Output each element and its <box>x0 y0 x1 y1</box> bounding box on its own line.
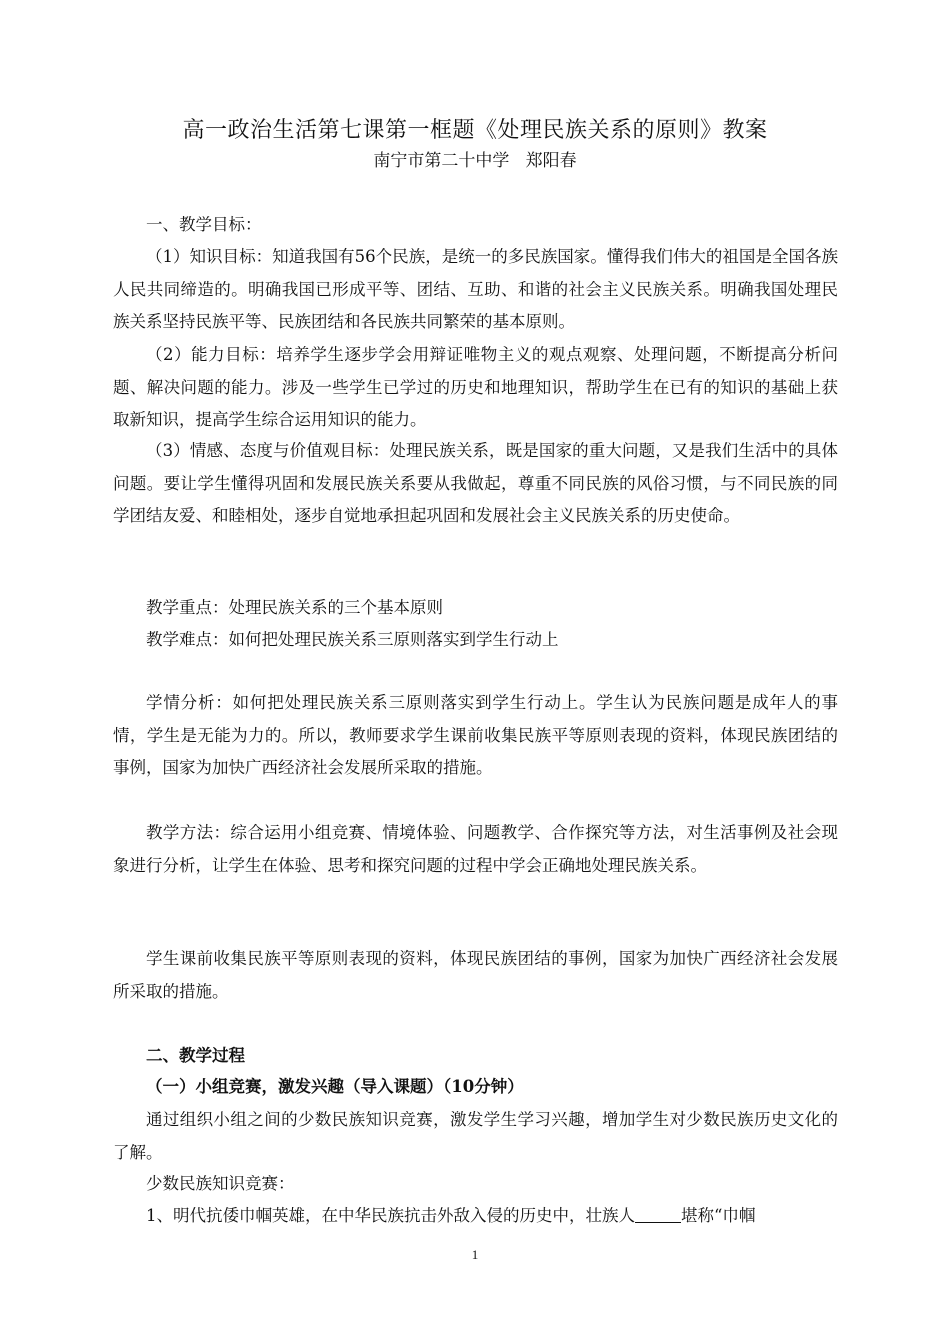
quiz-heading: 少数民族知识竞赛： <box>146 1174 295 1193</box>
teaching-method: 教学方法：综合运用小组竞赛、情境体验、问题教学、合作探究等方法，对生活事例及社会现象进行分析，让学生在体验、思考和探究问题的过程中学会正确地处理民族关系。 <box>113 823 838 875</box>
objective-emotion: （3）情感、态度与价值观目标：处理民族关系，既是国家的重大问题，又是我们生活中的具体问题。要让学生懂得巩固和发展民族关系要从我做起，尊重不同民族的风俗习惯，与不同民族的同学团结友爱、和睦相处，逐步自觉地承担起巩固和发展社会主义民族关系的历史使命。 <box>113 441 838 525</box>
quiz-q1-text: 1、明代抗倭巾帼英雄，在中华民族抗击外敌入侵的历史中，壮族人 <box>146 1206 635 1225</box>
preparation: 学生课前收集民族平等原则表现的资料，体现民族团结的事例，国家为加快广西经济社会发展所采取的措施。 <box>113 949 838 1001</box>
page-number: 1 <box>471 1247 479 1262</box>
quiz-q1-text-after: 堪称“巾帼 <box>681 1206 756 1225</box>
quiz-question-1 <box>113 1200 838 1233</box>
section-heading-process: 二、教学过程 <box>146 1046 245 1065</box>
objective-knowledge: （1）知识目标：知道我国有56个民族，是统一的多民族国家。懂得我们伟大的祖国是全国各族人民共同缔造的。明确我国已形成平等、团结、互助、和谐的社会主义民族关系。明确我国处理民族关系坚持民族平等、民族团结和各民族共同繁荣的基本原则。 <box>113 247 838 331</box>
key-point: 教学重点：处理民族关系的三个基本原则 <box>146 598 443 617</box>
step1-heading: （一）小组竞赛，激发兴趣（导入课题）（10分钟） <box>146 1077 524 1096</box>
learner-analysis: 学情分析：如何把处理民族关系三原则落实到学生行动上。学生认为民族问题是成年人的事情，学生是无能为力的。所以，教师要求学生课前收集民族平等原则表现的资料，体现民族团结的事例，国家为加快广西经济社会发展所采取的措施。 <box>113 693 838 777</box>
step1-text: 通过组织小组之间的少数民族知识竞赛，激发学生学习兴趣，增加学生对少数民族历史文化的了解。 <box>113 1110 838 1162</box>
section-heading-objectives: 一、教学目标： <box>146 215 262 234</box>
document-title: 高一政治生活第七课第一框题《处理民族关系的原则》教案 <box>182 118 768 143</box>
answer-blank <box>635 1204 681 1223</box>
author-line: 南宁市第二十中学 郑阳春 <box>373 151 577 171</box>
objective-ability: （2）能力目标：培养学生逐步学会用辩证唯物主义的观点观察、处理问题，不断提高分析问题、解决问题的能力。涉及一些学生已学过的历史和地理知识，帮助学生在已有的知识的基础上获取新知识，提高学生综合运用知识的能力。 <box>113 345 838 429</box>
difficult-point: 教学难点：如何把处理民族关系三原则落实到学生行动上 <box>146 630 559 649</box>
